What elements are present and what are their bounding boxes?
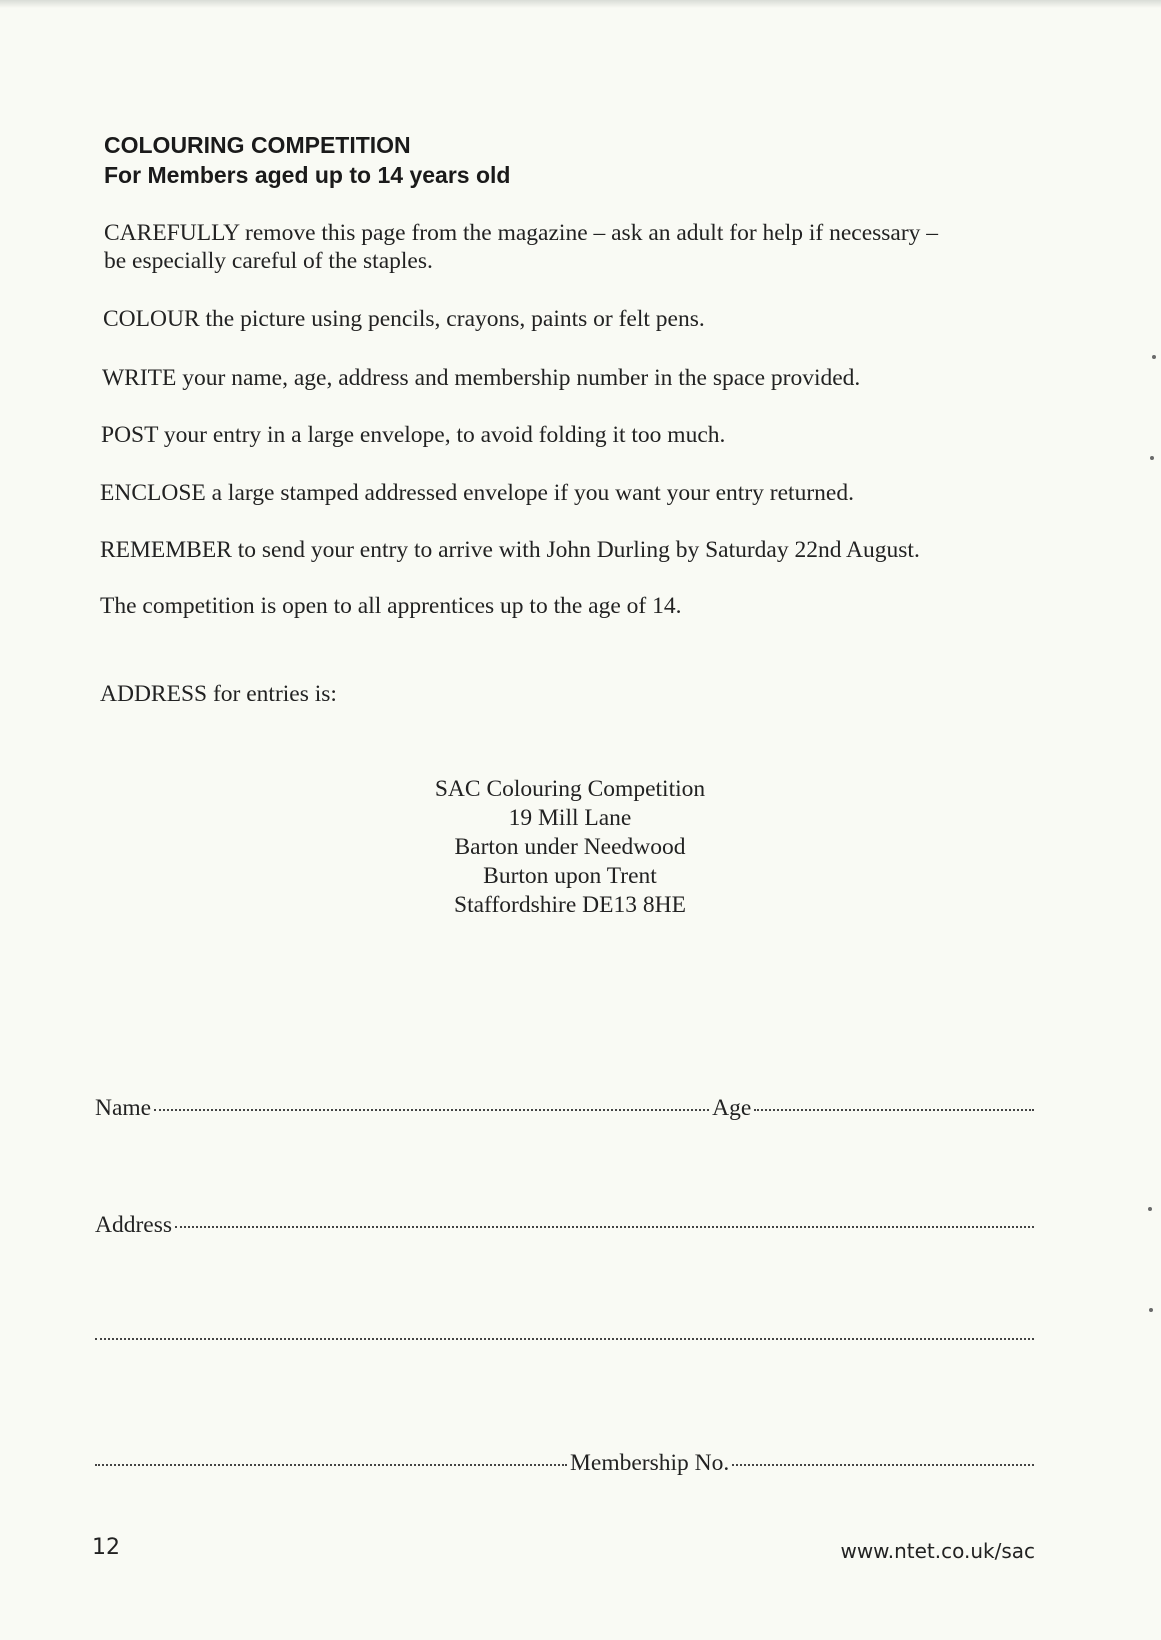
- scan-speck: [1149, 1308, 1153, 1312]
- address-field-line3[interactable]: [95, 1464, 567, 1466]
- address-row: [95, 1212, 1037, 1239]
- instruction-carefully-line1: CAREFULLY remove this page from the magazine – ask an adult for help if necessary –: [104, 220, 939, 246]
- scan-speck: [1150, 456, 1154, 460]
- address-line: Barton under Needwood: [454, 834, 686, 860]
- age-label: Age: [712, 1095, 752, 1121]
- address-line: Staffordshire DE13 8HE: [454, 892, 686, 918]
- address-field-line1[interactable]: [175, 1226, 1034, 1228]
- instruction-colour: COLOUR the picture using pencils, crayons, paints or felt pens.: [103, 306, 705, 332]
- postal-address: [370, 775, 770, 920]
- address-row-2: [95, 1332, 1037, 1360]
- age-field[interactable]: [754, 1109, 1034, 1111]
- address-line: 19 Mill Lane: [508, 805, 632, 831]
- address-line: SAC Colouring Competition: [434, 776, 706, 802]
- instruction-write: WRITE your name, age, address and membership number in the space provided.: [102, 365, 861, 391]
- scan-speck: [1152, 355, 1156, 359]
- page-top-edge: [0, 0, 1161, 8]
- membership-label: Membership No.: [570, 1450, 730, 1476]
- name-field[interactable]: [154, 1109, 709, 1111]
- instruction-carefully-line2: be especially careful of the staples.: [104, 248, 433, 274]
- competition-subtitle: For Members aged up to 14 years old: [104, 162, 511, 188]
- footer-url: www.ntet.co.uk/sac: [840, 1539, 1035, 1563]
- address-field-label: Address: [95, 1212, 173, 1238]
- address-field-line2[interactable]: [95, 1338, 1034, 1340]
- scan-speck: [1148, 1207, 1152, 1211]
- name-label: Name: [95, 1095, 152, 1121]
- instruction-eligibility: The competition is open to all apprentices up to the age of 14.: [100, 593, 682, 619]
- instruction-enclose: ENCLOSE a large stamped addressed envelope if you want your entry returned.: [100, 480, 854, 506]
- address-line: Burton upon Trent: [483, 863, 657, 889]
- instruction-remember: REMEMBER to send your entry to arrive with John Durling by Saturday 22nd August.: [100, 537, 920, 563]
- instruction-post: POST your entry in a large envelope, to avoid folding it too much.: [101, 422, 726, 448]
- membership-row: [95, 1450, 1037, 1477]
- address-label: ADDRESS for entries is:: [100, 681, 337, 707]
- competition-title: COLOURING COMPETITION: [104, 132, 411, 158]
- page-number: 12: [92, 1535, 120, 1560]
- membership-field[interactable]: [732, 1464, 1034, 1466]
- name-age-row: [95, 1095, 1037, 1122]
